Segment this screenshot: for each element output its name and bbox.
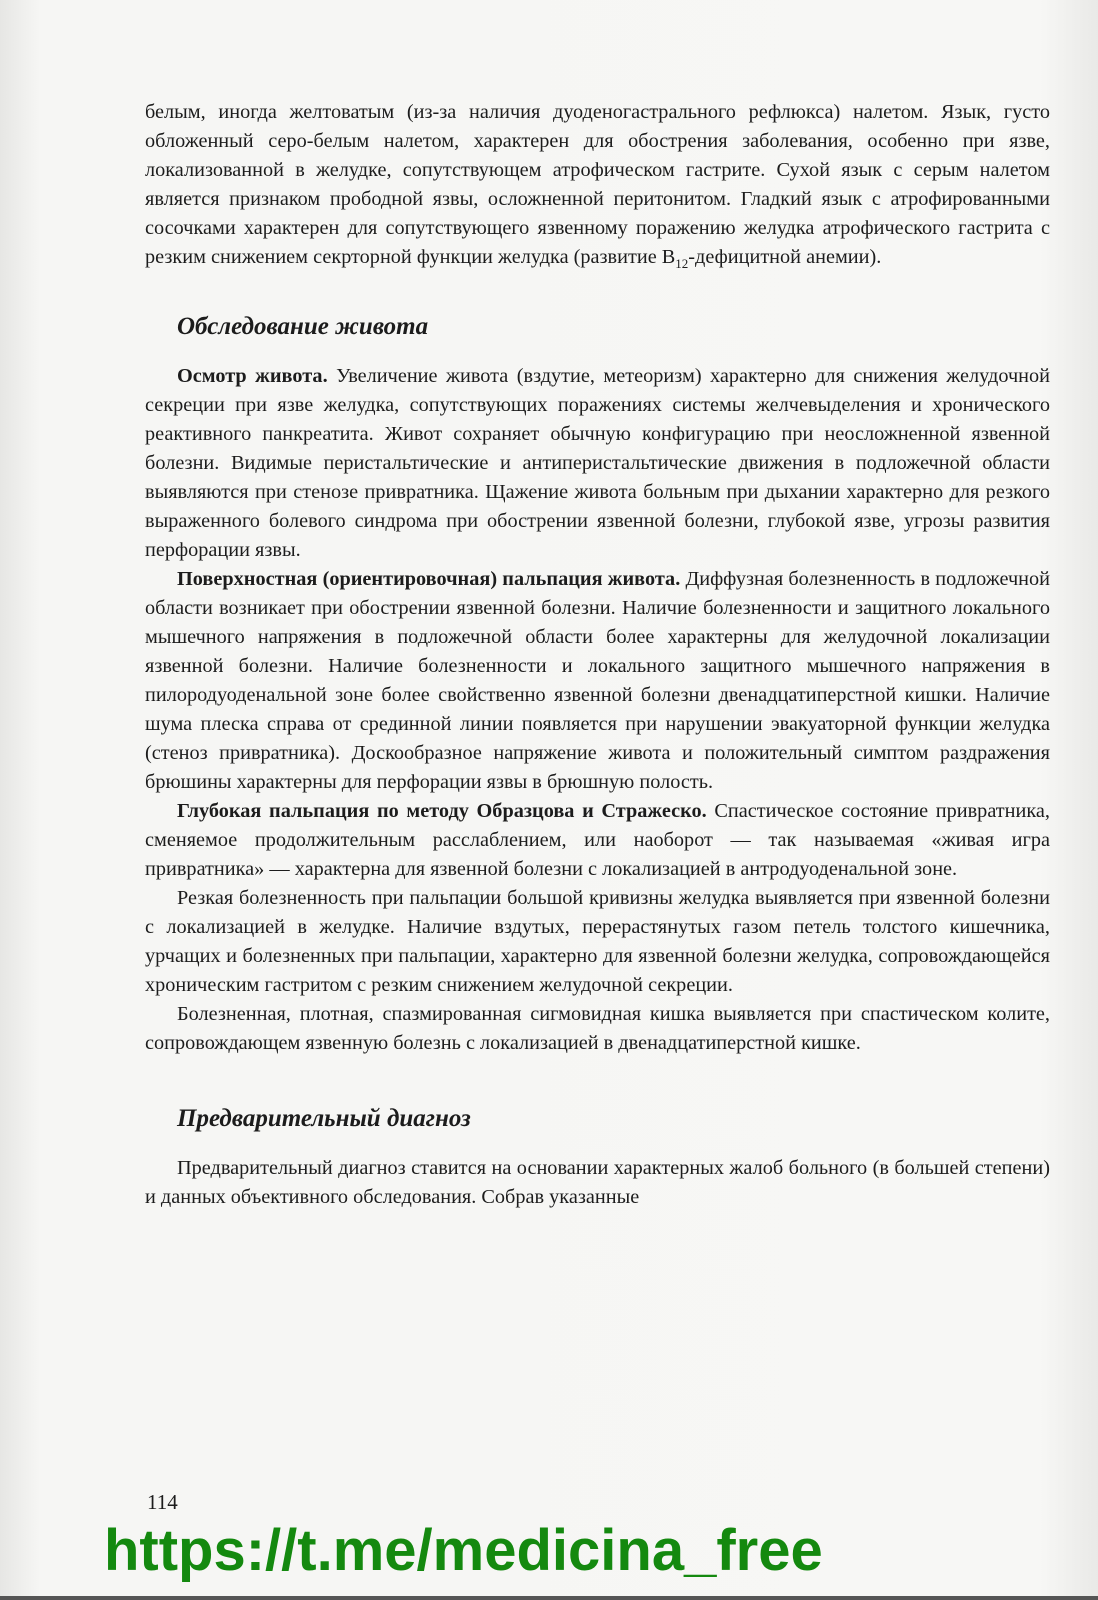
- paragraph-deep-palpation: [145, 797, 1050, 884]
- page-body: [145, 98, 1050, 1212]
- intro-subscript: 12: [675, 256, 689, 272]
- paragraph-inspection: [145, 362, 1050, 565]
- term-inspection: Осмотр живота.: [177, 365, 328, 388]
- page-number: 114: [147, 1490, 178, 1514]
- term-superficial-palpation: Поверхностная (ориентировочная) пальпация живота.: [177, 568, 681, 591]
- bottom-edge: [0, 1596, 1098, 1600]
- watermark-link[interactable]: https://t.me/medicina_free: [104, 1518, 823, 1583]
- paragraph-superficial-palpation: [145, 565, 1050, 797]
- section-heading-abdomen: Обследование живота: [177, 313, 429, 341]
- term-deep-palpation: Глубокая пальпация по методу Образцова и Стражеско.: [177, 800, 707, 823]
- text-superficial-palpation: Диффузная болезненность в подложечной области возникает при обострении язвенной болезни. Наличие болезненности и защитного локального мышечного напряжения в подложечной области более характерны для желудочной локализации язвенной болезни. Наличие болезненности и локального защитного мышечного напряжения в пилородуоденальной зоне более свойственно язвенной болезни двенадцатиперстной кишки. Наличие шума плеска справа от срединной линии появляется при нарушении эвакуаторной функции желудка (стеноз привратника). Доскообразное напряжение живота и положительный симптом раздражения брюшины характерны для перфорации язвы в брюшную полость.: [145, 568, 1050, 794]
- section-heading-diagnosis: Предварительный диагноз: [177, 1105, 471, 1133]
- intro-paragraph: [145, 98, 1050, 278]
- paragraph-curvature: Резкая болезненность при пальпации большой кривизны желудка выявляется при язвенной болезни с локализацией в желудке. Наличие вздутых, перерастянутых газом петель толстого кишечника, урчащих и болезненных при пальпации, характерно для язвенной болезни желудка, сопровождающейся хроническим гастритом с резким снижением желудочной секреции.: [145, 887, 1050, 997]
- text-inspection: Увеличение живота (вздутие, метеоризм) характерно для снижения желудочной секреции при язве желудка, сопутствующих поражениях системы желчевыделения и хронического реактивного панкреатита. Живот сохраняет обычную конфигурацию при неосложненной язвенной болезни. Видимые перистальтические и антиперистальтические движения в подложечной области выявляются при стенозе привратника. Щажение живота больным при дыхании характерно для резкого выраженного болевого синдрома при обострении язвенной болезни, глубокой язве, угрозы развития перфорации язвы.: [145, 365, 1050, 562]
- intro-text-end: -дефицитной анемии).: [688, 246, 882, 268]
- paragraph-diagnosis: Предварительный диагноз ставится на основании характерных жалоб больного (в большей степени) и данных объективного обследования. Собрав указанные: [145, 1157, 1050, 1209]
- text-deep-palpation: Спастическое состояние привратника, сменяемое продолжительным расслаблением, или наоборот — так называемая «живая игра привратника» — характерна для язвенной болезни с локализацией в антродуоденальной зоне.: [145, 800, 1050, 881]
- intro-text: белым, иногда желтоватым (из-за наличия дуоденогастрального рефлюкса) налетом. Язык, густо обложенный серо-белым налетом, характерен для обострения заболевания, особенно при язве, локализованной в желудке, сопутствующем атрофическом гастрите. Сухой язык с серым налетом является признаком прободной язвы, осложненной перитонитом. Гладкий язык с атрофированными сосочками характерен для сопутствующего язвенному поражению желудка атрофического гастрита с резким снижением секрторной функции желудка (развитие B: [145, 101, 1050, 268]
- paragraph-sigmoid: Болезненная, плотная, спазмированная сигмовидная кишка выявляется при спастическом колите, сопровождающем язвенную болезнь с локализацией в двенадцатиперстной кишке.: [145, 1003, 1050, 1055]
